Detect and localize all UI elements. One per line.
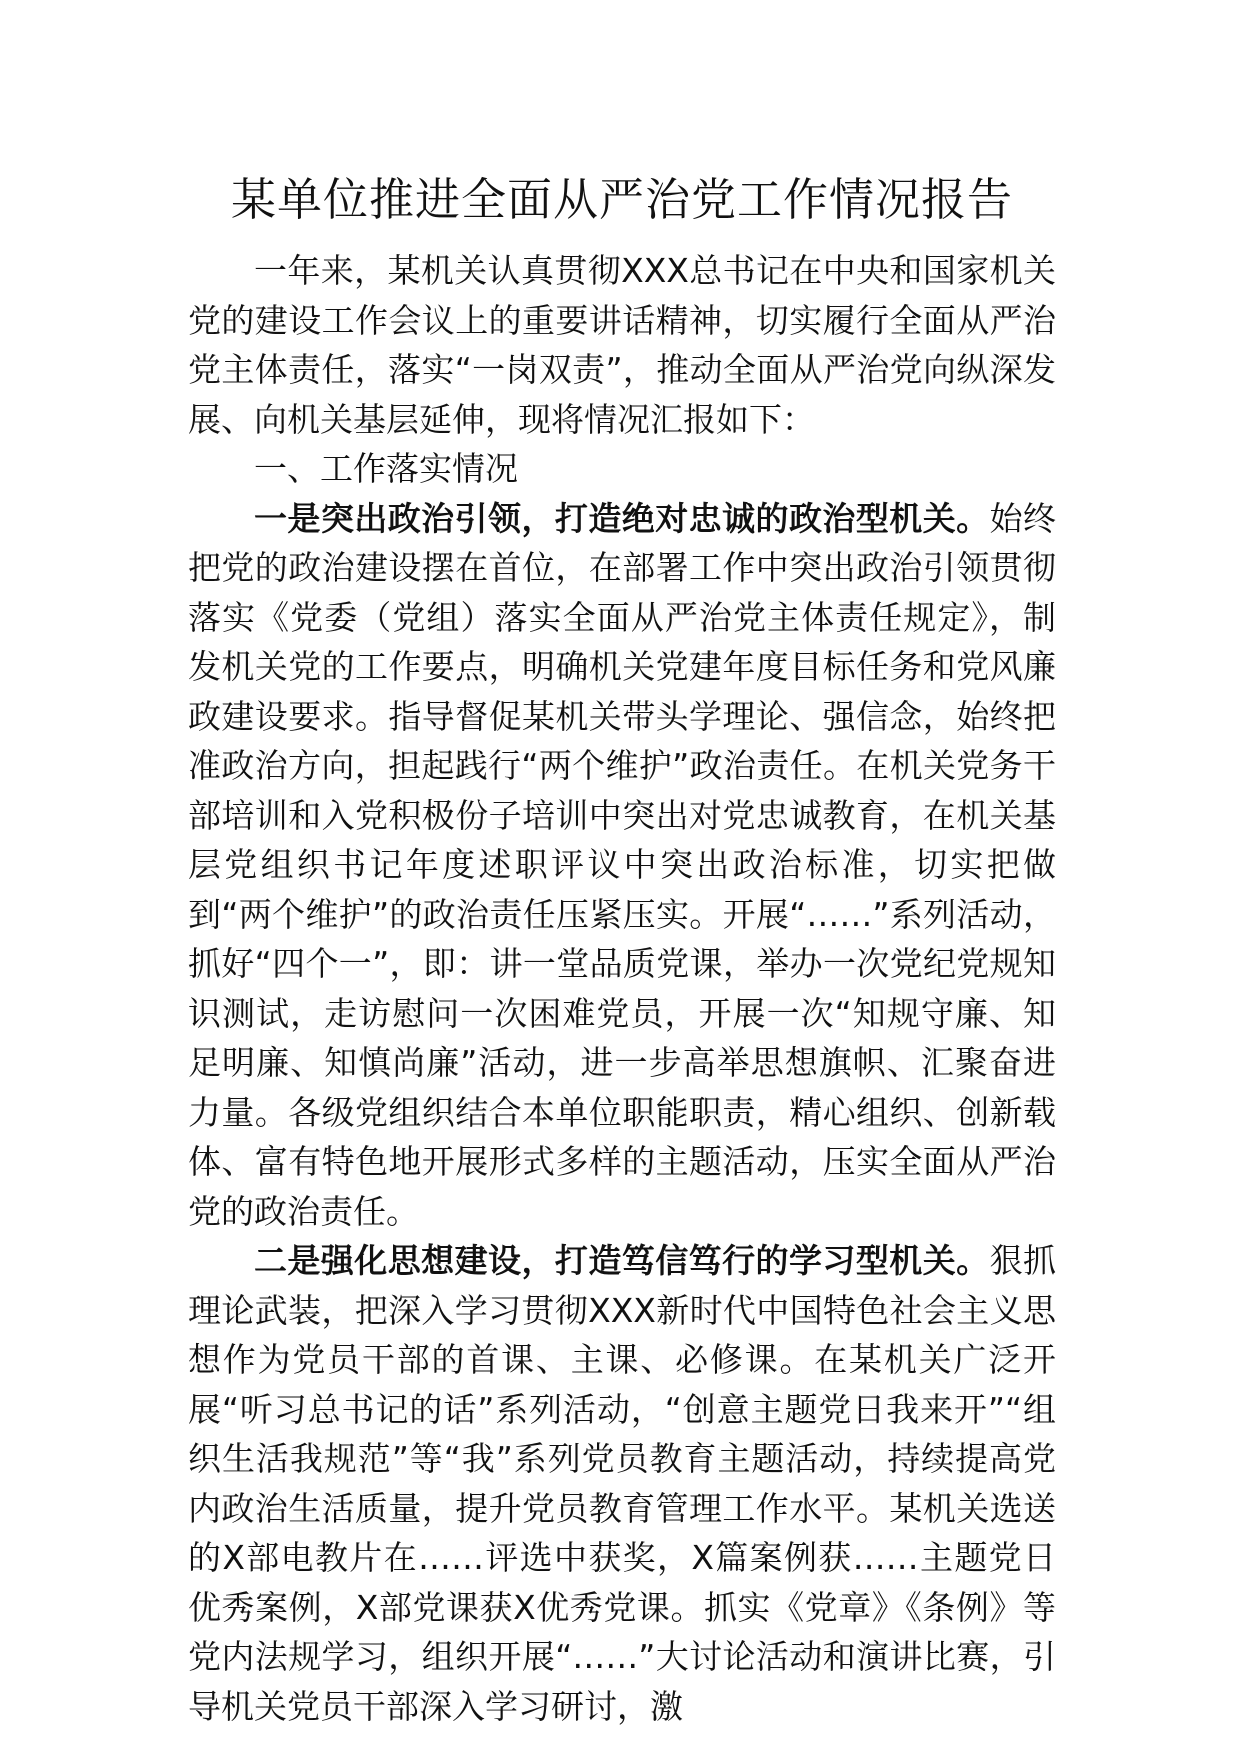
- section-heading: 一、工作落实情况: [254, 449, 518, 488]
- intro-paragraph: 一年来，某机关认真贯彻XXX总书记在中央和国家机关党的建设工作会议上的重要讲话精神，切实履行全面从严治党主体责任，落实“一岗双责”，推动全面从严治党向纵深发展、向机关基层延伸，现将情况汇报如下：: [188, 251, 1056, 439]
- point-body-2: 狠抓理论武装，把深入学习贯彻XXX新时代中国特色社会主义思想作为党员干部的首课、主课、必修课。在某机关广泛开展“听习总书记的话”系列活动，“创意主题党日我来开”“组织生活我规范”等“我”系列党员教育主题活动，持续提高党内政治生活质量，提升党员教育管理工作水平。某机关选送的X部电教片在……评选中获奖，X篇案例获……主题党日优秀案例，X部党课获X优秀党课。抓实《党章》《条例》等党内法规学习，组织开展“……”大讨论活动和演讲比赛，引导机关党员干部深入学习研讨，激: [188, 1241, 1057, 1726]
- point-lead-1: 一是突出政治引领，打造绝对忠诚的政治型机关。: [254, 498, 990, 538]
- point-lead-2: 二是强化思想建设，打造笃信笃行的学习型机关。: [254, 1241, 990, 1280]
- point-paragraph-2: [188, 1236, 1056, 1731]
- point-body-1: 始终把党的政治建设摆在首位，在部署工作中突出政治引领贯彻落实《党委（党组）落实全面从严治党主体责任规定》，制发机关党的工作要点，明确机关党建年度目标任务和党风廉政建设要求。指导督促某机关带头学理论、强信念，始终把准政治方向，担起践行“两个维护”政治责任。在机关党务干部培训和入党积极份子培训中突出对党忠诚教育，在机关基层党组织书记年度述职评议中突出政治标准，切实把做到“两个维护”的政治责任压紧压实。开展“……”系列活动，抓好“四个一”，即：讲一堂品质党课，举办一次党纪党规知识测试，走访慰问一次困难党员，开展一次“知规守廉、知足明廉、知慎尚廉”活动，进一步高举思想旗帜、汇聚奋进力量。各级党组织结合本单位职能职责，精心组织、创新载体、富有特色地开展形式多样的主题活动，压实全面从严治党的政治责任。: [188, 498, 1057, 1231]
- point-paragraph-1: [188, 494, 1056, 1237]
- document-title: 某单位推进全面从严治党工作情况报告: [230, 173, 1013, 226]
- document-page: [188, 168, 1056, 1731]
